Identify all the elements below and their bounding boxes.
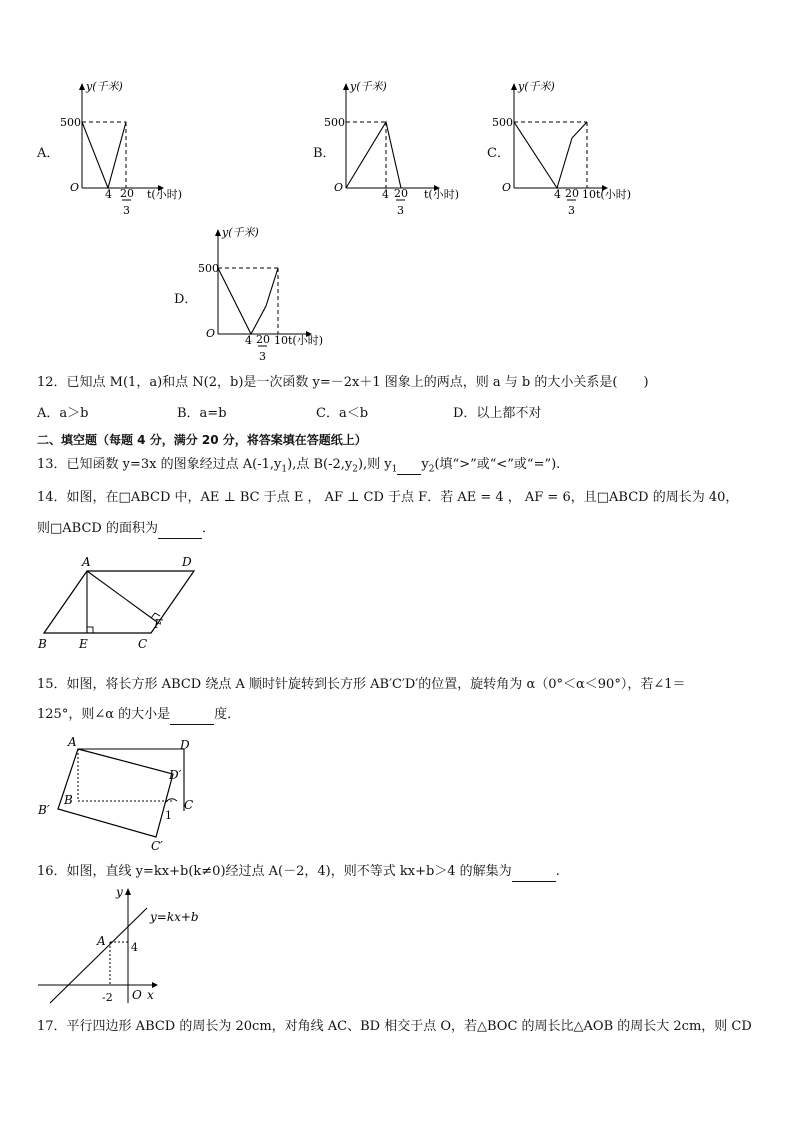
origin-label: O [70,181,80,194]
question-15-line1: 15．如图，将长方形 ABCD 绕点 A 顺时针旋转到长方形 AB′C′D′的位置，旋转角为 α（0°＜α＜90°），若∠1＝ [37,677,686,692]
q13-part5: (填“>”或“<”或“=”). [434,457,561,472]
option-b-label: B． [313,146,336,161]
label-c: C [184,798,194,812]
x-tick-4: 4 [554,188,561,201]
q15-line2-text: 125°，则∠α 的大小是 [37,707,171,722]
label-e: E [79,637,88,651]
q16-answer-blank[interactable] [512,863,556,882]
label-b: B [38,637,47,651]
label-b: B [64,793,73,807]
q13-part2: ),点 B(-2,y [287,457,353,472]
label-d: D [180,738,190,752]
q13-part1: 13．已知函数 y=3x 的图象经过点 A(-1,y [37,457,282,472]
label-b-prime: B′ [38,803,50,817]
question-17: 17．平行四边形 ABCD 的周长为 20cm，对角线 AC、BD 相交于点 O，若△BOC 的周长比△AOB 的周长大 2cm，则 CD [37,1019,752,1034]
q14-answer-blank[interactable] [158,520,202,539]
x-axis-label: t(小时) [596,188,632,201]
label-x: x [147,988,154,1002]
label-a: A [97,934,106,948]
label-y: y [116,885,123,899]
x-tick-frac-den: 3 [397,204,404,217]
label-d: D [182,555,192,569]
label-4: 4 [131,941,138,954]
q12-option-d: D．以上都不对 [453,406,542,421]
q13-sub1: 1 [281,464,288,475]
figure-parallelogram-abcd [34,553,214,653]
question-12-stem: 12．已知点 M(1，a)和点 N(2，b)是一次函数 y=－2x＋1 图象上的两点，则 a 与 b 的大小关系是( ) [37,375,649,390]
q12-option-c: C．a＜b [316,406,369,421]
x-tick-4: 4 [382,188,389,201]
q12-option-a: A．a＞b [37,406,89,421]
question-16 [37,863,560,882]
x-tick-4: 4 [245,334,252,347]
graph-option-a [60,78,210,224]
label-f: F [154,617,163,631]
x-axis-label: t(小时) [424,188,460,201]
y-axis-label: y(千米) [222,226,259,239]
x-tick-frac-num: 20 [120,187,134,200]
label-d-prime: D′ [169,768,182,782]
x-tick-frac-den: 3 [259,350,266,363]
label-neg2: -2 [102,991,113,1004]
q13-sub4: 2 [428,464,435,475]
origin-label: O [502,181,512,194]
y-axis-label: y(千米) [518,80,555,93]
label-equation: y=kx+b [150,910,199,924]
x-tick-frac-num: 20 [565,187,579,200]
graph-option-b [324,78,474,224]
x-tick-4: 4 [105,188,112,201]
option-c-label: C． [487,146,510,161]
label-c-prime: C′ [151,839,163,853]
q15-line2-end: 度． [214,707,241,722]
question-15-line2 [37,706,240,725]
q12-option-b: B．a=b [177,406,227,421]
y-tick-500: 500 [60,116,81,129]
graph-option-c [492,78,652,224]
label-a: A [82,555,91,569]
q16-text: 16．如图，直线 y=kx+b(k≠0)经过点 A(－2，4)，则不等式 kx+b＞4 的解集为 [37,864,512,879]
y-axis-label: y(千米) [86,80,123,93]
x-tick-frac-num: 20 [256,333,270,346]
option-d-label: D． [174,292,198,307]
q14-line2-end: ． [201,521,215,536]
figure-rotated-rectangle [34,733,214,853]
q13-sub2: 2 [352,464,358,475]
label-angle-1: 1 [165,809,172,822]
question-14-line2 [37,520,215,539]
question-14-line1: 14．如图，在□ABCD 中，AE ⊥ BC 于点 E ， AF ⊥ CD 于点 F．若 AE = 4 ， AF = 6，且□ABCD 的周长为 40， [37,490,739,505]
x-tick-10: 10 [274,334,288,347]
question-13 [37,456,560,479]
q13-part3: ),则 y [357,457,392,472]
label-a: A [68,735,77,749]
origin-label: O [206,327,216,340]
origin-label: O [334,181,344,194]
y-axis-label: y(千米) [350,80,387,93]
q13-part4: y [421,457,429,472]
y-tick-500: 500 [198,262,219,275]
q16-end: . [555,864,560,879]
y-tick-500: 500 [492,116,513,129]
x-tick-frac-den: 3 [123,204,130,217]
figure-line-graph [34,885,209,1010]
x-axis-label: t(小时) [147,188,183,201]
x-tick-frac-num: 20 [394,187,408,200]
label-o: O [132,988,142,1002]
x-tick-10: 10 [582,188,596,201]
label-c: C [138,637,148,651]
option-a-label: A． [37,146,60,161]
q13-answer-blank[interactable] [397,456,421,475]
q15-answer-blank[interactable] [170,706,214,725]
section-heading: 二、填空题（每题 4 分，满分 20 分，将答案填在答题纸上） [37,433,367,447]
y-tick-500: 500 [324,116,345,129]
x-tick-frac-den: 3 [568,204,575,217]
q13-sub3: 1 [391,464,398,475]
x-axis-label: t(小时) [288,334,324,347]
graph-option-d [196,224,356,370]
q14-line2-text: 则□ABCD 的面积为 [37,521,158,536]
